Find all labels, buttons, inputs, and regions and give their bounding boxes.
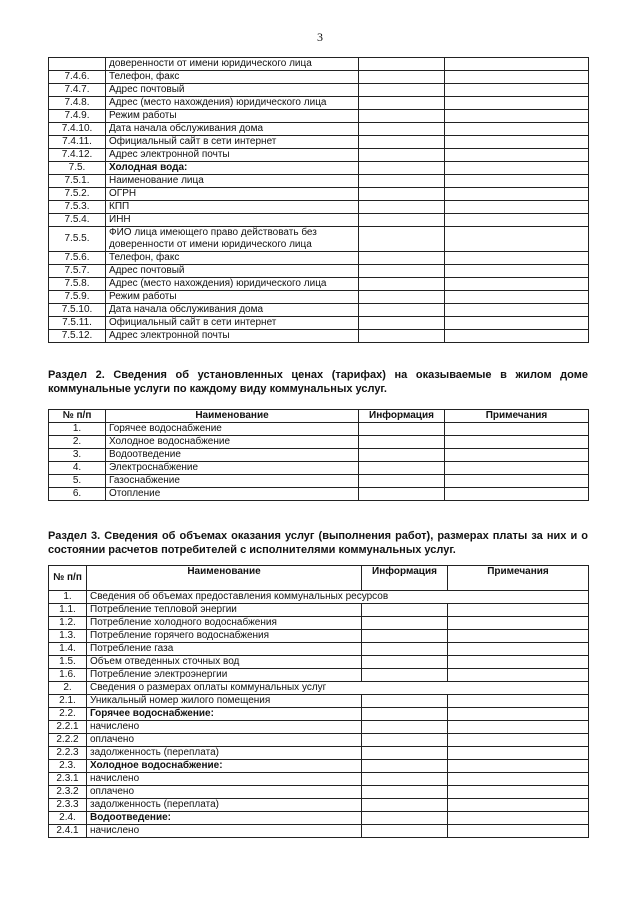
- row-number: 7.4.8.: [49, 97, 106, 110]
- row-number: 2.3.: [49, 760, 87, 773]
- row-name: КПП: [106, 201, 359, 214]
- row-number: 6.: [49, 488, 106, 501]
- row-number: 7.4.6.: [49, 71, 106, 84]
- row-name: задолженность (переплата): [87, 799, 362, 812]
- table-row: [49, 695, 589, 708]
- table-row: [49, 214, 589, 227]
- info-cell: [362, 617, 448, 630]
- info-cell: [359, 110, 445, 123]
- notes-cell: [445, 149, 589, 162]
- row-number: 2.: [49, 436, 106, 449]
- row-name: Адрес почтовый: [106, 265, 359, 278]
- table-row: [49, 747, 589, 760]
- notes-cell: [448, 786, 589, 799]
- row-name: Водоотведение:: [87, 812, 362, 825]
- info-cell: [359, 149, 445, 162]
- info-cell: [362, 669, 448, 682]
- notes-cell: [448, 708, 589, 721]
- notes-cell: [445, 488, 589, 501]
- notes-cell: [445, 71, 589, 84]
- info-cell: [362, 812, 448, 825]
- info-cell: [362, 760, 448, 773]
- table-row: [49, 812, 589, 825]
- row-name: Холодное водоснабжение: [106, 436, 359, 449]
- info-cell: [362, 604, 448, 617]
- row-name: Потребление электроэнергии: [87, 669, 362, 682]
- info-cell: [359, 97, 445, 110]
- info-cell: [359, 449, 445, 462]
- notes-cell: [445, 252, 589, 265]
- notes-cell: [445, 84, 589, 97]
- notes-cell: [445, 317, 589, 330]
- info-cell: [359, 317, 445, 330]
- row-number: 2.4.1: [49, 825, 87, 838]
- table-row: [49, 291, 589, 304]
- info-cell: [359, 423, 445, 436]
- row-number: 7.4.9.: [49, 110, 106, 123]
- info-cell: [359, 71, 445, 84]
- col-name-header: Наименование: [87, 566, 362, 591]
- row-name: начислено: [87, 825, 362, 838]
- info-cell: [359, 252, 445, 265]
- row-number: 7.4.7.: [49, 84, 106, 97]
- notes-cell: [445, 462, 589, 475]
- info-cell: [359, 214, 445, 227]
- notes-cell: [448, 812, 589, 825]
- row-number: 1.5.: [49, 656, 87, 669]
- table-row: [49, 227, 589, 252]
- notes-cell: [448, 747, 589, 760]
- row-number: 5.: [49, 475, 106, 488]
- row-name: Холодное водоснабжение:: [87, 760, 362, 773]
- row-name: ИНН: [106, 214, 359, 227]
- row-number: 7.5.12.: [49, 330, 106, 343]
- table-row: [49, 630, 589, 643]
- table-row: [49, 436, 589, 449]
- table-row: [49, 162, 589, 175]
- row-number: 7.5.9.: [49, 291, 106, 304]
- notes-cell: [445, 330, 589, 343]
- table-row: [49, 84, 589, 97]
- notes-cell: [448, 695, 589, 708]
- table-row: [49, 58, 589, 71]
- info-cell: [362, 656, 448, 669]
- notes-cell: [448, 617, 589, 630]
- info-cell: [359, 304, 445, 317]
- row-name: Потребление тепловой энергии: [87, 604, 362, 617]
- table-row: [49, 97, 589, 110]
- row-name: Горячее водоснабжение: [106, 423, 359, 436]
- row-name: Сведения о размерах оплаты коммунальных услуг: [87, 682, 589, 695]
- table-row: [49, 591, 589, 604]
- notes-cell: [445, 449, 589, 462]
- row-number: 2.4.: [49, 812, 87, 825]
- section2-header-row: [49, 410, 589, 423]
- row-number: 7.5.7.: [49, 265, 106, 278]
- notes-cell: [445, 123, 589, 136]
- row-number: 2.3.1: [49, 773, 87, 786]
- row-name: Адрес почтовый: [106, 84, 359, 97]
- table-row: [49, 175, 589, 188]
- row-name: ФИО лица имеющего право действовать без доверенности от имени юридического лица: [106, 227, 359, 252]
- info-cell: [359, 265, 445, 278]
- notes-cell: [445, 475, 589, 488]
- info-cell: [362, 734, 448, 747]
- info-cell: [359, 175, 445, 188]
- row-number: 2.3.2: [49, 786, 87, 799]
- notes-cell: [445, 423, 589, 436]
- notes-cell: [445, 110, 589, 123]
- row-number: [49, 58, 106, 71]
- table-row: [49, 604, 589, 617]
- section3-header-row: [49, 566, 589, 591]
- row-number: 7.5.11.: [49, 317, 106, 330]
- row-name: Адрес электронной почты: [106, 330, 359, 343]
- table-row: [49, 721, 589, 734]
- notes-cell: [448, 799, 589, 812]
- info-cell: [359, 136, 445, 149]
- table-row: [49, 825, 589, 838]
- row-number: 7.4.12.: [49, 149, 106, 162]
- row-number: 3.: [49, 449, 106, 462]
- row-number: 1.1.: [49, 604, 87, 617]
- info-cell: [362, 825, 448, 838]
- row-number: 1.: [49, 591, 87, 604]
- row-number: 7.4.10.: [49, 123, 106, 136]
- notes-cell: [445, 188, 589, 201]
- info-cell: [362, 708, 448, 721]
- row-name: доверенности от имени юридического лица: [106, 58, 359, 71]
- info-cell: [359, 278, 445, 291]
- section2-heading: Раздел 2. Сведения об установленных ценах (тарифах) на оказываемые в жилом доме коммунальные услуги по каждому виду коммунальных услуг.: [48, 369, 588, 395]
- table-row: [49, 475, 589, 488]
- row-name: Потребление холодного водоснабжения: [87, 617, 362, 630]
- row-number: 2.2.1: [49, 721, 87, 734]
- col-notes-header: Примечания: [445, 410, 589, 423]
- row-number: 7.5.10.: [49, 304, 106, 317]
- row-number: 1.6.: [49, 669, 87, 682]
- info-cell: [359, 475, 445, 488]
- table-row: [49, 669, 589, 682]
- row-name: Уникальный номер жилого помещения: [87, 695, 362, 708]
- notes-cell: [448, 734, 589, 747]
- table-row: [49, 330, 589, 343]
- info-cell: [359, 188, 445, 201]
- table-row: [49, 201, 589, 214]
- row-number: 2.2.2: [49, 734, 87, 747]
- row-number: 1.4.: [49, 643, 87, 656]
- info-cell: [359, 162, 445, 175]
- col-info-header: Информация: [362, 566, 448, 591]
- row-name: Официальный сайт в сети интернет: [106, 136, 359, 149]
- info-cell: [359, 488, 445, 501]
- row-number: 1.: [49, 423, 106, 436]
- row-number: 7.5.4.: [49, 214, 106, 227]
- row-number: 2.1.: [49, 695, 87, 708]
- notes-cell: [448, 721, 589, 734]
- row-name: Режим работы: [106, 291, 359, 304]
- table-row: [49, 656, 589, 669]
- notes-cell: [448, 669, 589, 682]
- notes-cell: [445, 201, 589, 214]
- info-cell: [359, 84, 445, 97]
- notes-cell: [448, 604, 589, 617]
- info-cell: [359, 462, 445, 475]
- section1-table: [48, 57, 589, 343]
- row-name: задолженность (переплата): [87, 747, 362, 760]
- info-cell: [362, 695, 448, 708]
- section3-table: [48, 565, 589, 838]
- section2-table: [48, 409, 589, 501]
- row-name: Дата начала обслуживания дома: [106, 123, 359, 136]
- row-number: 1.3.: [49, 630, 87, 643]
- row-name: Газоснабжение: [106, 475, 359, 488]
- row-name: Адрес (место нахождения) юридического лица: [106, 97, 359, 110]
- table-row: [49, 317, 589, 330]
- row-name: Режим работы: [106, 110, 359, 123]
- row-name: Дата начала обслуживания дома: [106, 304, 359, 317]
- row-number: 2.3.3: [49, 799, 87, 812]
- col-num-header: № п/п: [49, 410, 106, 423]
- info-cell: [362, 643, 448, 656]
- info-cell: [359, 330, 445, 343]
- notes-cell: [448, 643, 589, 656]
- row-name: Потребление горячего водоснабжения: [87, 630, 362, 643]
- info-cell: [362, 786, 448, 799]
- row-name: оплачено: [87, 786, 362, 799]
- row-number: 7.5.1.: [49, 175, 106, 188]
- row-number: 2.2.3: [49, 747, 87, 760]
- row-name: начислено: [87, 773, 362, 786]
- row-name: Водоотведение: [106, 449, 359, 462]
- table-row: [49, 252, 589, 265]
- notes-cell: [445, 58, 589, 71]
- notes-cell: [448, 825, 589, 838]
- notes-cell: [445, 214, 589, 227]
- table-row: [49, 304, 589, 317]
- row-name: начислено: [87, 721, 362, 734]
- row-name: Холодная вода:: [106, 162, 359, 175]
- row-name: Сведения об объемах предоставления коммунальных ресурсов: [87, 591, 589, 604]
- notes-cell: [445, 265, 589, 278]
- row-name: Телефон, факс: [106, 71, 359, 84]
- section3-heading: Раздел 3. Сведения об объемах оказания услуг (выполнения работ), размерах платы за них и о состоянии расчетов потребителей с исполнителями коммунальных услуг.: [48, 530, 588, 556]
- info-cell: [362, 773, 448, 786]
- table-row: [49, 799, 589, 812]
- table-row: [49, 265, 589, 278]
- table-row: [49, 643, 589, 656]
- notes-cell: [445, 304, 589, 317]
- table-row: [49, 617, 589, 630]
- notes-cell: [445, 227, 589, 252]
- row-name: Отопление: [106, 488, 359, 501]
- info-cell: [359, 201, 445, 214]
- row-number: 7.5.2.: [49, 188, 106, 201]
- row-number: 2.2.: [49, 708, 87, 721]
- row-name: Официальный сайт в сети интернет: [106, 317, 359, 330]
- table-row: [49, 123, 589, 136]
- row-name: Адрес электронной почты: [106, 149, 359, 162]
- col-num-header: № п/п: [49, 566, 87, 591]
- row-name: оплачено: [87, 734, 362, 747]
- notes-cell: [445, 278, 589, 291]
- row-number: 7.5.3.: [49, 201, 106, 214]
- info-cell: [359, 227, 445, 252]
- row-number: 7.5.6.: [49, 252, 106, 265]
- notes-cell: [448, 630, 589, 643]
- table-row: [49, 110, 589, 123]
- notes-cell: [445, 436, 589, 449]
- notes-cell: [445, 175, 589, 188]
- table-row: [49, 488, 589, 501]
- row-name: Телефон, факс: [106, 252, 359, 265]
- table-row: [49, 278, 589, 291]
- row-name: Потребление газа: [87, 643, 362, 656]
- notes-cell: [445, 162, 589, 175]
- notes-cell: [448, 760, 589, 773]
- col-name-header: Наименование: [106, 410, 359, 423]
- row-number: 1.2.: [49, 617, 87, 630]
- info-cell: [362, 630, 448, 643]
- info-cell: [362, 747, 448, 760]
- table-row: [49, 708, 589, 721]
- table-row: [49, 71, 589, 84]
- table-row: [49, 449, 589, 462]
- table-row: [49, 136, 589, 149]
- row-name: Горячее водоснабжение:: [87, 708, 362, 721]
- table-row: [49, 423, 589, 436]
- info-cell: [359, 58, 445, 71]
- info-cell: [359, 291, 445, 304]
- row-number: 4.: [49, 462, 106, 475]
- info-cell: [362, 799, 448, 812]
- table-row: [49, 188, 589, 201]
- notes-cell: [448, 656, 589, 669]
- col-notes-header: Примечания: [448, 566, 589, 591]
- row-number: 2.: [49, 682, 87, 695]
- page-number: 3: [317, 30, 323, 44]
- notes-cell: [445, 97, 589, 110]
- info-cell: [362, 721, 448, 734]
- row-name: Электроснабжение: [106, 462, 359, 475]
- col-info-header: Информация: [359, 410, 445, 423]
- table-row: [49, 462, 589, 475]
- table-row: [49, 682, 589, 695]
- row-name: ОГРН: [106, 188, 359, 201]
- table-row: [49, 773, 589, 786]
- notes-cell: [445, 291, 589, 304]
- notes-cell: [448, 773, 589, 786]
- row-number: 7.5.5.: [49, 227, 106, 252]
- table-row: [49, 786, 589, 799]
- row-number: 7.4.11.: [49, 136, 106, 149]
- row-number: 7.5.: [49, 162, 106, 175]
- notes-cell: [445, 136, 589, 149]
- table-row: [49, 760, 589, 773]
- info-cell: [359, 123, 445, 136]
- info-cell: [359, 436, 445, 449]
- row-name: Объем отведенных сточных вод: [87, 656, 362, 669]
- table-row: [49, 149, 589, 162]
- table-row: [49, 734, 589, 747]
- row-number: 7.5.8.: [49, 278, 106, 291]
- row-name: Адрес (место нахождения) юридического лица: [106, 278, 359, 291]
- row-name: Наименование лица: [106, 175, 359, 188]
